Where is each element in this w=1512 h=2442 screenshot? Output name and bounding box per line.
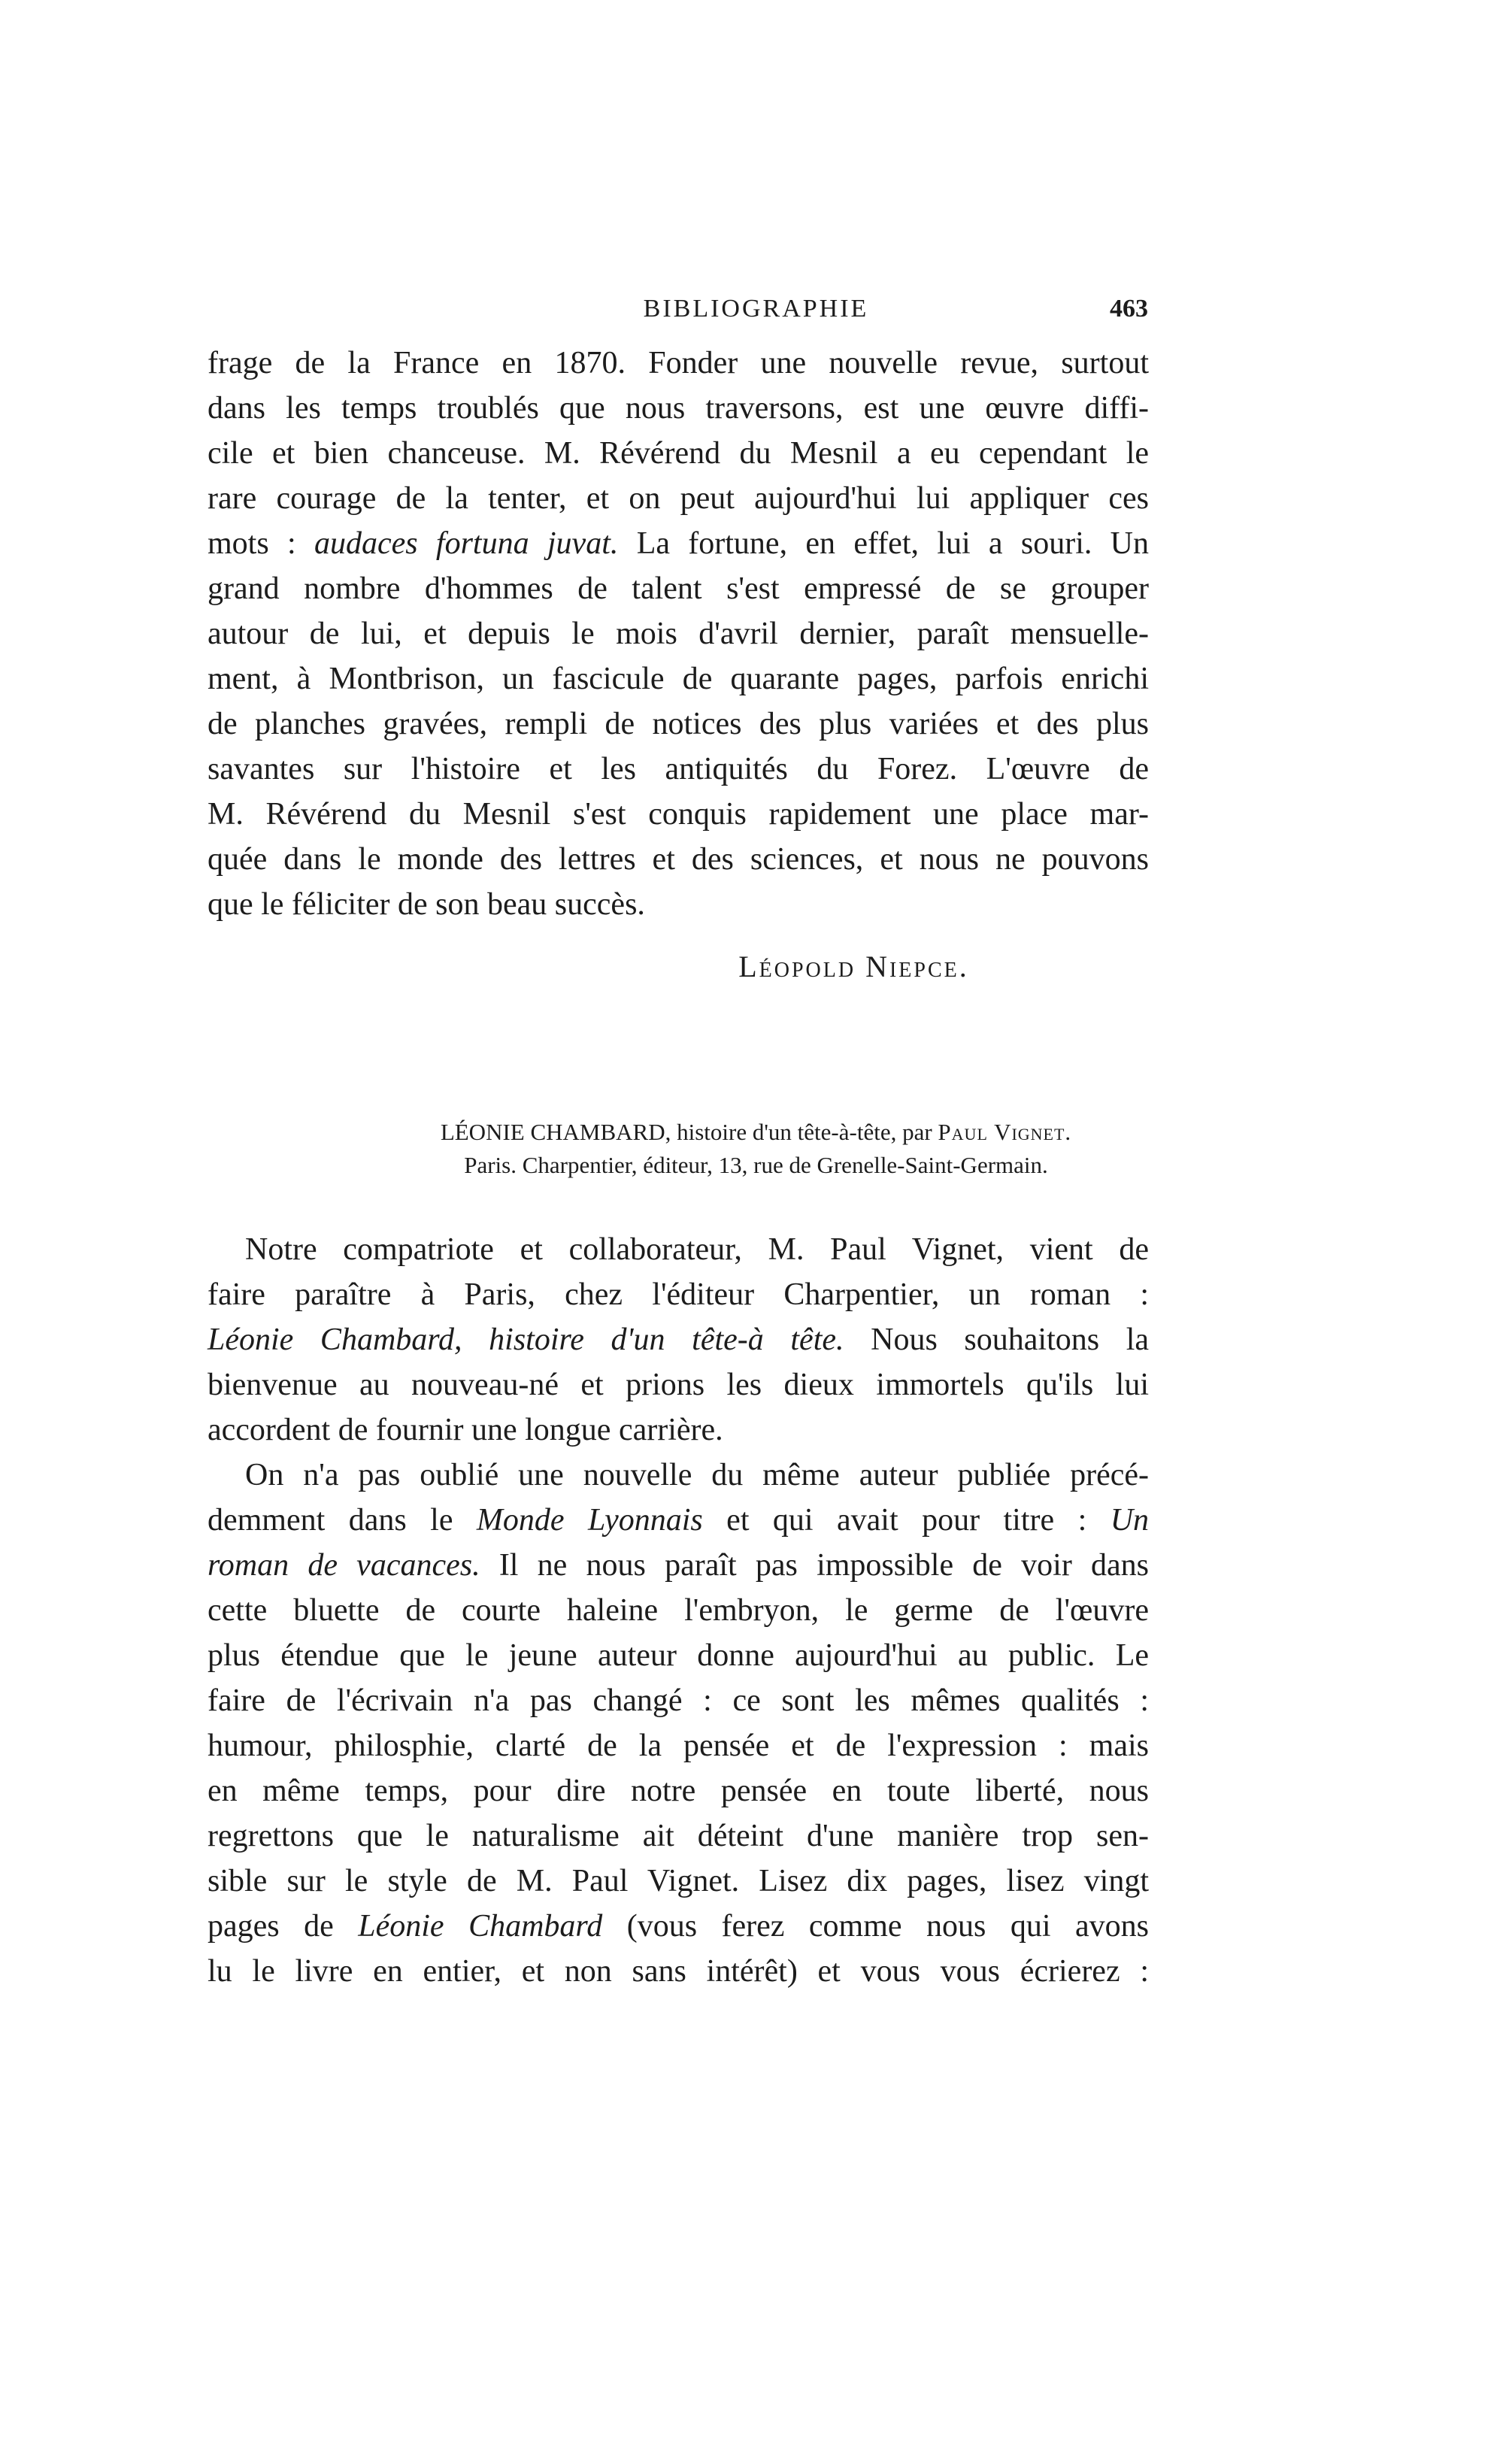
text-line: demment dans le Monde Lyonnais et qui avait pour titre : Un (208, 1503, 1150, 1538)
text-line: rare courage de la tenter, et on peut aujourd'hui lui appliquer ces (208, 481, 1149, 516)
text-line: humour, philosphie, clarté de la pensée et de l'expression : mais (208, 1728, 1149, 1763)
review-2-heading-publisher: Paris. Charpentier, éditeur, 13, rue de Grenelle-Saint-Germain. (464, 1152, 1048, 1178)
book-title: Léonie Chambard (358, 1909, 603, 1944)
journal-title: Monde Lyonnais (476, 1503, 703, 1538)
signature: Léopold Niepce. (738, 950, 969, 983)
running-head-title: BIBLIOGRAPHIE (643, 295, 869, 323)
text-line: mots : audaces fortuna juvat. La fortune, en effet, lui a souri. Un (208, 526, 1150, 561)
text-line: grand nombre d'hommes de talent s'est empressé de se grouper (208, 571, 1149, 606)
text-line: pages de Léonie Chambard (vous ferez comme nous qui avons (208, 1909, 1150, 1944)
text-line: M. Révérend du Mesnil s'est conquis rapidement une place mar- (208, 797, 1149, 832)
text-line: On n'a pas oublié une nouvelle du même auteur publiée précé- (245, 1458, 1149, 1492)
text-line: savantes sur l'histoire et les antiquités du Forez. L'œuvre de (208, 752, 1149, 786)
review-2-paragraph-1 (208, 1227, 1149, 1453)
latin-quote: audaces fortuna juvat. (314, 526, 619, 561)
text-line: quée dans le monde des lettres et des sciences, et nous ne pouvons (208, 842, 1149, 877)
novella-title: roman de vacances. (208, 1548, 480, 1583)
page-number: 463 (1110, 295, 1148, 323)
text-line: roman de vacances. Il ne nous paraît pas impossible de voir dans (208, 1548, 1150, 1583)
review-1-text (208, 341, 1149, 927)
text-line: plus étendue que le jeune auteur donne aujourd'hui au public. Le (208, 1638, 1149, 1673)
review-2-paragraph-2 (208, 1453, 1149, 1994)
text-line: autour de lui, et depuis le mois d'avril dernier, paraît mensuelle- (208, 617, 1149, 651)
book-title: Léonie Chambard, histoire d'un tête-à tête. (208, 1322, 844, 1357)
text-line: frage de la France en 1870. Fonder une nouvelle revue, surtout (208, 346, 1149, 380)
text-line: faire paraître à Paris, chez l'éditeur Charpentier, un roman : (208, 1277, 1149, 1312)
review-2-heading-title: LÉONIE CHAMBARD, histoire d'un tête-à-tête, par Paul Vignet. (440, 1119, 1072, 1145)
running-head (0, 295, 1512, 332)
text-line: dans les temps troublés que nous traversons, est une œuvre diffi- (208, 391, 1149, 426)
text-line: sible sur le style de M. Paul Vignet. Lisez dix pages, lisez vingt (208, 1864, 1149, 1898)
text-line: regrettons que le naturalisme ait déteint d'une manière trop sen- (208, 1819, 1149, 1853)
text-line: Notre compatriote et collaborateur, M. Paul Vignet, vient de (245, 1232, 1149, 1267)
text-line: accordent de fournir une longue carrière. (208, 1413, 723, 1447)
text-line: que le féliciter de son beau succès. (208, 887, 645, 922)
text-line: cette bluette de courte haleine l'embryon, le germe de l'œuvre (208, 1593, 1149, 1628)
text-line: cile et bien chanceuse. M. Révérend du Mesnil a eu cependant le (208, 436, 1149, 471)
text-line: Léonie Chambard, histoire d'un tête-à tête. Nous souhaitons la (208, 1322, 1150, 1357)
text-line: ment, à Montbrison, un fascicule de quarante pages, parfois enrichi (208, 662, 1149, 696)
text-line: bienvenue au nouveau-né et prions les dieux immortels qu'ils lui (208, 1368, 1149, 1402)
heading-author: Paul Vignet. (938, 1119, 1072, 1145)
text-line: lu le livre en entier, et non sans intérêt) et vous vous écrierez : (208, 1954, 1149, 1989)
text-line: faire de l'écrivain n'a pas changé : ce sont les mêmes qualités : (208, 1683, 1149, 1718)
text-line: de planches gravées, rempli de notices des plus variées et des plus (208, 707, 1149, 741)
text-line: en même temps, pour dire notre pensée en toute liberté, nous (208, 1774, 1149, 1808)
